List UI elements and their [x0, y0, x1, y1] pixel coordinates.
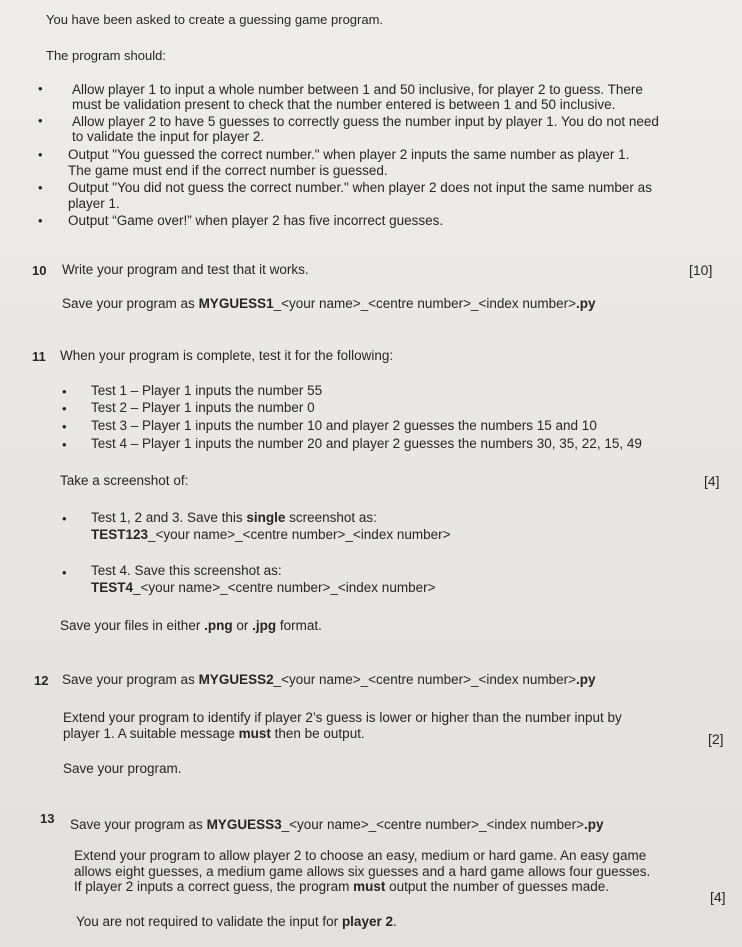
test-item: Test 3 – Player 1 inputs the number 10 and player 2 guesses the numbers 15 and 10 [91, 418, 597, 433]
file-format-note [60, 618, 322, 633]
bullet: • [62, 511, 67, 526]
test-item: Test 4 – Player 1 inputs the number 20 and player 2 guesses the numbers 30, 35, 22, 15, 49 [91, 436, 642, 451]
note-suffix: . [392, 914, 397, 929]
question-number: 11 [32, 349, 46, 364]
extend-prefix: If player 2 inputs a correct guess, the program [74, 879, 354, 894]
marks: [4] [710, 889, 726, 905]
extend-suffix: output the number of guesses made. [385, 879, 610, 894]
format-png: .png [204, 618, 233, 633]
note-prefix: You are not required to validate the input for [76, 914, 342, 929]
requirement-line: The game must end if the correct number is guessed. [68, 163, 388, 178]
question-number: 12 [34, 673, 49, 688]
test-item: Test 2 – Player 1 inputs the number 0 [91, 400, 315, 415]
bullet: • [38, 180, 43, 195]
file-extension: .py [576, 296, 596, 311]
format-prefix: Save your files in either [60, 618, 205, 633]
requirement-line: Allow player 2 to have 5 guesses to correctly guess the number input by player 1. You do not need [72, 114, 659, 129]
marks: [4] [704, 473, 720, 489]
format-suffix: format. [276, 618, 322, 633]
requirement-line: Output "You guessed the correct number." when player 2 inputs the same number as player 1. [68, 147, 630, 162]
screenshot-item [91, 510, 377, 525]
extend-bold: must [238, 726, 271, 741]
format-jpg: .jpg [252, 618, 277, 633]
marks: [2] [708, 731, 724, 747]
save-instruction [62, 672, 596, 687]
requirement-line: must be validation present to check that the number entered is between 1 and 50 inclusive. [72, 97, 616, 112]
bullet: • [62, 419, 67, 434]
save-prefix: Save your program as [70, 817, 207, 832]
filename: MYGUESS1 [198, 296, 274, 311]
requirement-line: player 1. [68, 196, 120, 211]
extend-text [63, 726, 365, 741]
extend-text: allows eight guesses, a medium game allows six guesses and a hard game allows four guesses. [74, 864, 651, 879]
extend-text: Extend your program to identify if player 2’s guess is lower or higher than the number input by [63, 710, 622, 725]
filename-rest: _<your name>_<centre number>_<index number> [273, 296, 577, 311]
bullet: • [38, 113, 43, 128]
bullet: • [38, 81, 43, 96]
question-text: When your program is complete, test it for the following: [60, 348, 394, 363]
save-instruction [62, 296, 596, 311]
screenshot-item: Test 4. Save this screenshot as: [91, 563, 282, 578]
save-prefix: Save your program as [62, 296, 199, 311]
filename: MYGUESS2 [198, 672, 274, 687]
requirement-line: to validate the input for player 2. [72, 129, 265, 144]
filename-rest: _<your name>_<centre number>_<index number> [133, 580, 436, 595]
requirement-line: Allow player 1 to input a whole number between 1 and 50 inclusive, for player 2 to guess. There [72, 82, 643, 97]
filename: MYGUESS3 [206, 817, 282, 832]
extend-text [74, 879, 609, 894]
screenshot-filename [91, 527, 450, 542]
shot1-bold: single [246, 510, 286, 525]
extend-bold: must [353, 879, 386, 894]
extend-suffix: then be output. [270, 726, 365, 741]
validation-note [76, 914, 397, 929]
screenshot-label: Take a screenshot of: [60, 473, 189, 488]
shot1-suffix: screenshot as: [285, 510, 377, 525]
file-extension: .py [576, 672, 596, 687]
question-number: 10 [32, 263, 47, 278]
filename: TEST123 [91, 527, 149, 542]
test-item: Test 1 – Player 1 inputs the number 55 [91, 383, 323, 398]
file-extension: .py [584, 817, 604, 832]
bullet: • [38, 213, 43, 228]
intro-program-should: The program should: [46, 48, 166, 63]
filename-rest: _<your name>_<centre number>_<index number> [148, 527, 451, 542]
save-program-note: Save your program. [63, 761, 182, 776]
intro-line: You have been asked to create a guessing game program. [46, 12, 384, 27]
bullet: • [62, 437, 67, 452]
bullet: • [62, 565, 67, 580]
marks: [10] [689, 262, 713, 278]
extend-text: Extend your program to allow player 2 to choose an easy, medium or hard game. An easy game [74, 848, 647, 863]
question-text: Write your program and test that it works. [62, 262, 309, 277]
note-bold: player 2 [341, 914, 393, 929]
bullet: • [38, 147, 43, 162]
requirement-line: Output "You did not guess the correct number." when player 2 does not input the same number as [68, 180, 652, 195]
question-number: 13 [40, 811, 55, 826]
format-or: or [232, 618, 253, 633]
bullet: • [62, 401, 67, 416]
filename-rest: _<your name>_<centre number>_<index number> [281, 817, 585, 832]
filename: TEST4 [91, 580, 134, 595]
bullet: • [62, 384, 67, 399]
requirement-line: Output “Game over!” when player 2 has five incorrect guesses. [68, 213, 444, 228]
shot1-prefix: Test 1, 2 and 3. Save this [91, 510, 247, 525]
save-instruction [70, 817, 604, 832]
save-prefix: Save your program as [62, 672, 199, 687]
screenshot-filename [91, 580, 435, 595]
extend-prefix: player 1. A suitable message [63, 726, 239, 741]
filename-rest: _<your name>_<centre number>_<index number> [273, 672, 577, 687]
